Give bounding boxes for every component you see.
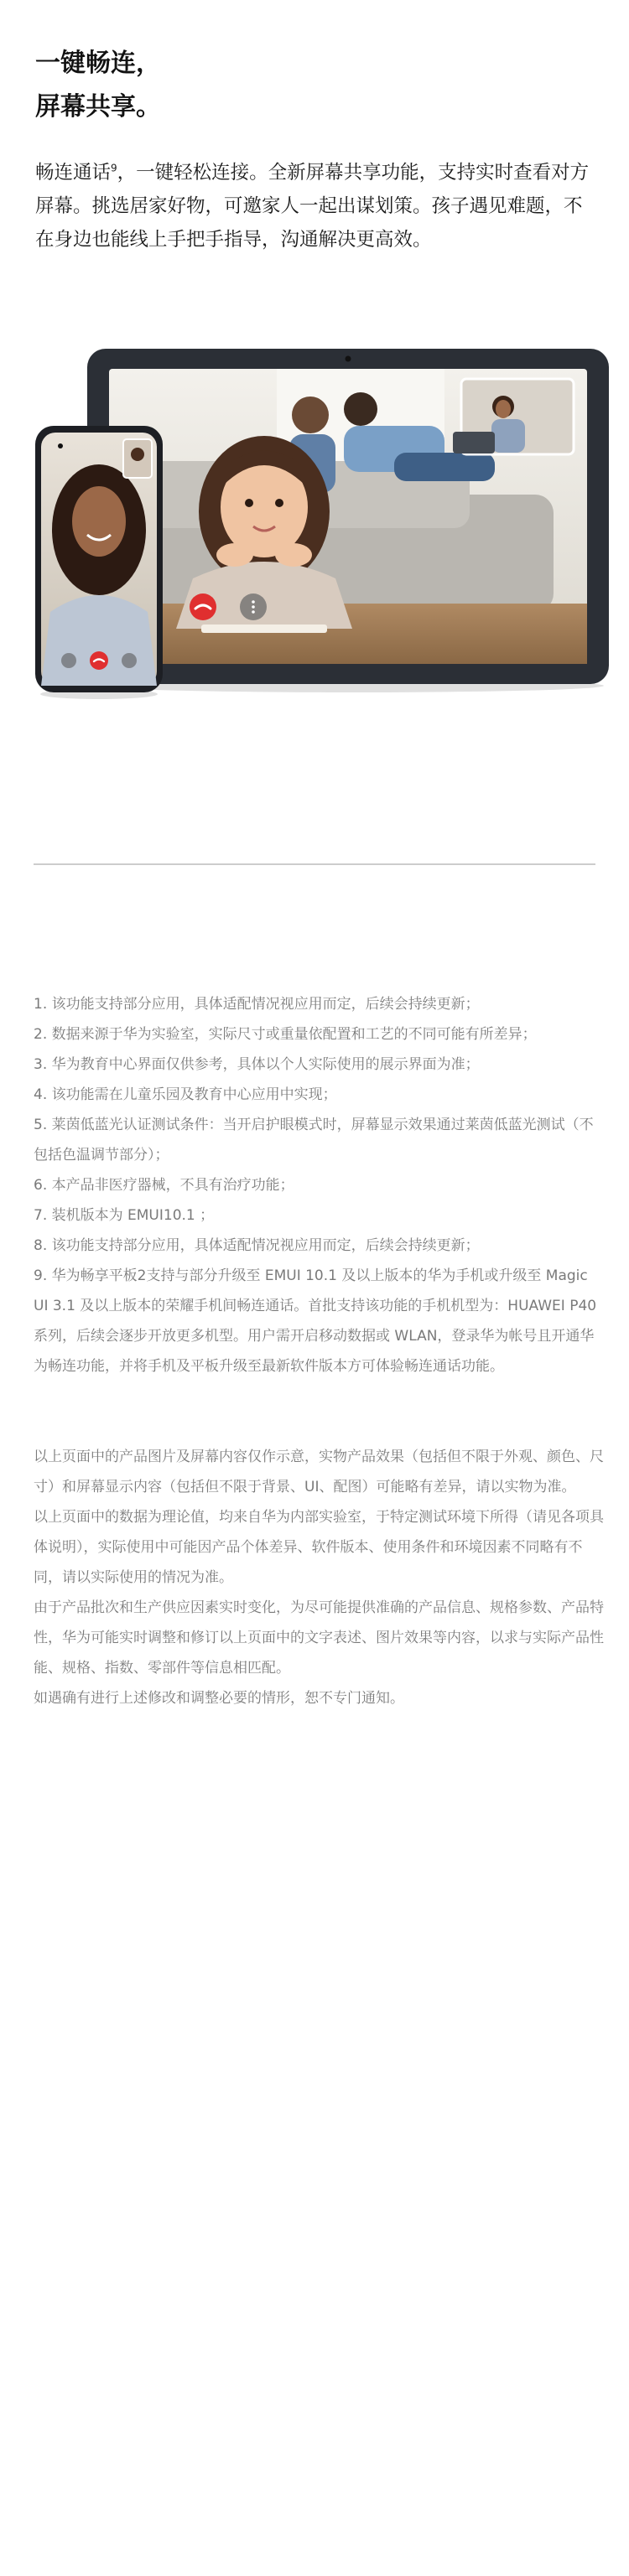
hero-title xyxy=(35,42,589,129)
hero-description xyxy=(35,156,599,257)
caller-face xyxy=(72,486,126,557)
footnote-marker: 9 xyxy=(111,162,117,174)
footnote-7: 7. 装机版本为 EMUI10.1 ； xyxy=(34,1207,215,1224)
footnote-2: 2. 数据来源于华为实验室，实际尺寸或重量依配置和工艺的不同可能有所差异； xyxy=(34,1026,537,1043)
footnote-6: 6. 本产品非医疗器械，不具有治疗功能； xyxy=(34,1177,294,1194)
hang-up-icon xyxy=(190,593,216,620)
footnote-3: 3. 华为教育中心界面仅供参考，具体以个人实际使用的展示界面为准； xyxy=(34,1056,480,1073)
camera-icon xyxy=(346,356,351,362)
caller-shirt xyxy=(41,595,157,686)
footnote-1: 1. 该功能支持部分应用，具体适配情况视应用而定，后续会持续更新； xyxy=(34,996,480,1013)
disclaimer xyxy=(34,1442,604,1713)
disclaimer-paragraph: 如遇确有进行上述修改和调整必要的情形，恕不专门通知。 xyxy=(34,1690,404,1707)
footnote-8: 8. 该功能支持部分应用，具体适配情况视应用而定，后续会持续更新； xyxy=(34,1237,480,1254)
hero-title-line-1: 一键畅连， xyxy=(35,49,161,78)
disclaimer-paragraph: 由于产品批次和生产供应因素实时变化，为尽可能提供准确的产品信息、规格参数、产品特性，华为可能实时调整和修订以上页面中的文字表述、图片效果等内容，以求与实际产品性能、规格、指数、零部件等信息相匹配。 xyxy=(34,1599,604,1677)
footnote-5: 5. 莱茵低蓝光认证测试条件：当开启护眼模式时，屏幕显示效果通过莱茵低蓝光测试（不包括色温调节部分）； xyxy=(34,1117,594,1164)
tablet-and-phone-video-call-image xyxy=(0,335,629,704)
hero-desc-lead: 畅连通话 xyxy=(35,162,112,184)
footnote-4: 4. 该功能需在儿童乐园及教育中心应用中实现； xyxy=(34,1086,337,1103)
hero-desc-body: ，一键轻松连接。全新屏幕共享功能，支持实时查看对方屏幕。挑选居家好物，可邀家人一起出谋划策。孩子遇见难题，不在身边也能线上手把手指导，沟通解决更高效。 xyxy=(35,162,590,251)
section-divider xyxy=(34,863,595,865)
product-illustration xyxy=(0,335,629,704)
disclaimer-paragraph: 以上页面中的产品图片及屏幕内容仅作示意，实物产品效果（包括但不限于外观、颜色、尺寸）和屏幕显示内容（包括但不限于背景、UI、配图）可能略有差异，请以实物为准。 xyxy=(34,1449,604,1495)
disclaimer-paragraph: 以上页面中的数据为理论值，均来自华为内部实验室，于特定测试环境下所得（请见各项具体说明），实际使用中可能因产品个体差异、软件版本、使用条件和环境因素不同略有不同，请以实际使用的情况为准。 xyxy=(34,1509,604,1586)
phone-hang-up-icon xyxy=(90,651,108,670)
footnotes-list xyxy=(34,989,604,1381)
footnote-9: 9. 华为畅享平板2支持与部分升级至 EMUI 10.1 及以上版本的华为手机或升级至 Magic UI 3.1 及以上版本的荣耀手机间畅连通话。首批支持该功能的手机机型为：HUAWEI P40 系列，后续会逐步开放更多机型。用户需开启移动数据或 WLAN，登录华为帐号且开通华为畅连功能，并将手机及平板升级至最新软件版本方可体验畅连通话功能。 xyxy=(34,1267,597,1375)
hero-title-line-2: 屏幕共享。 xyxy=(35,92,161,122)
